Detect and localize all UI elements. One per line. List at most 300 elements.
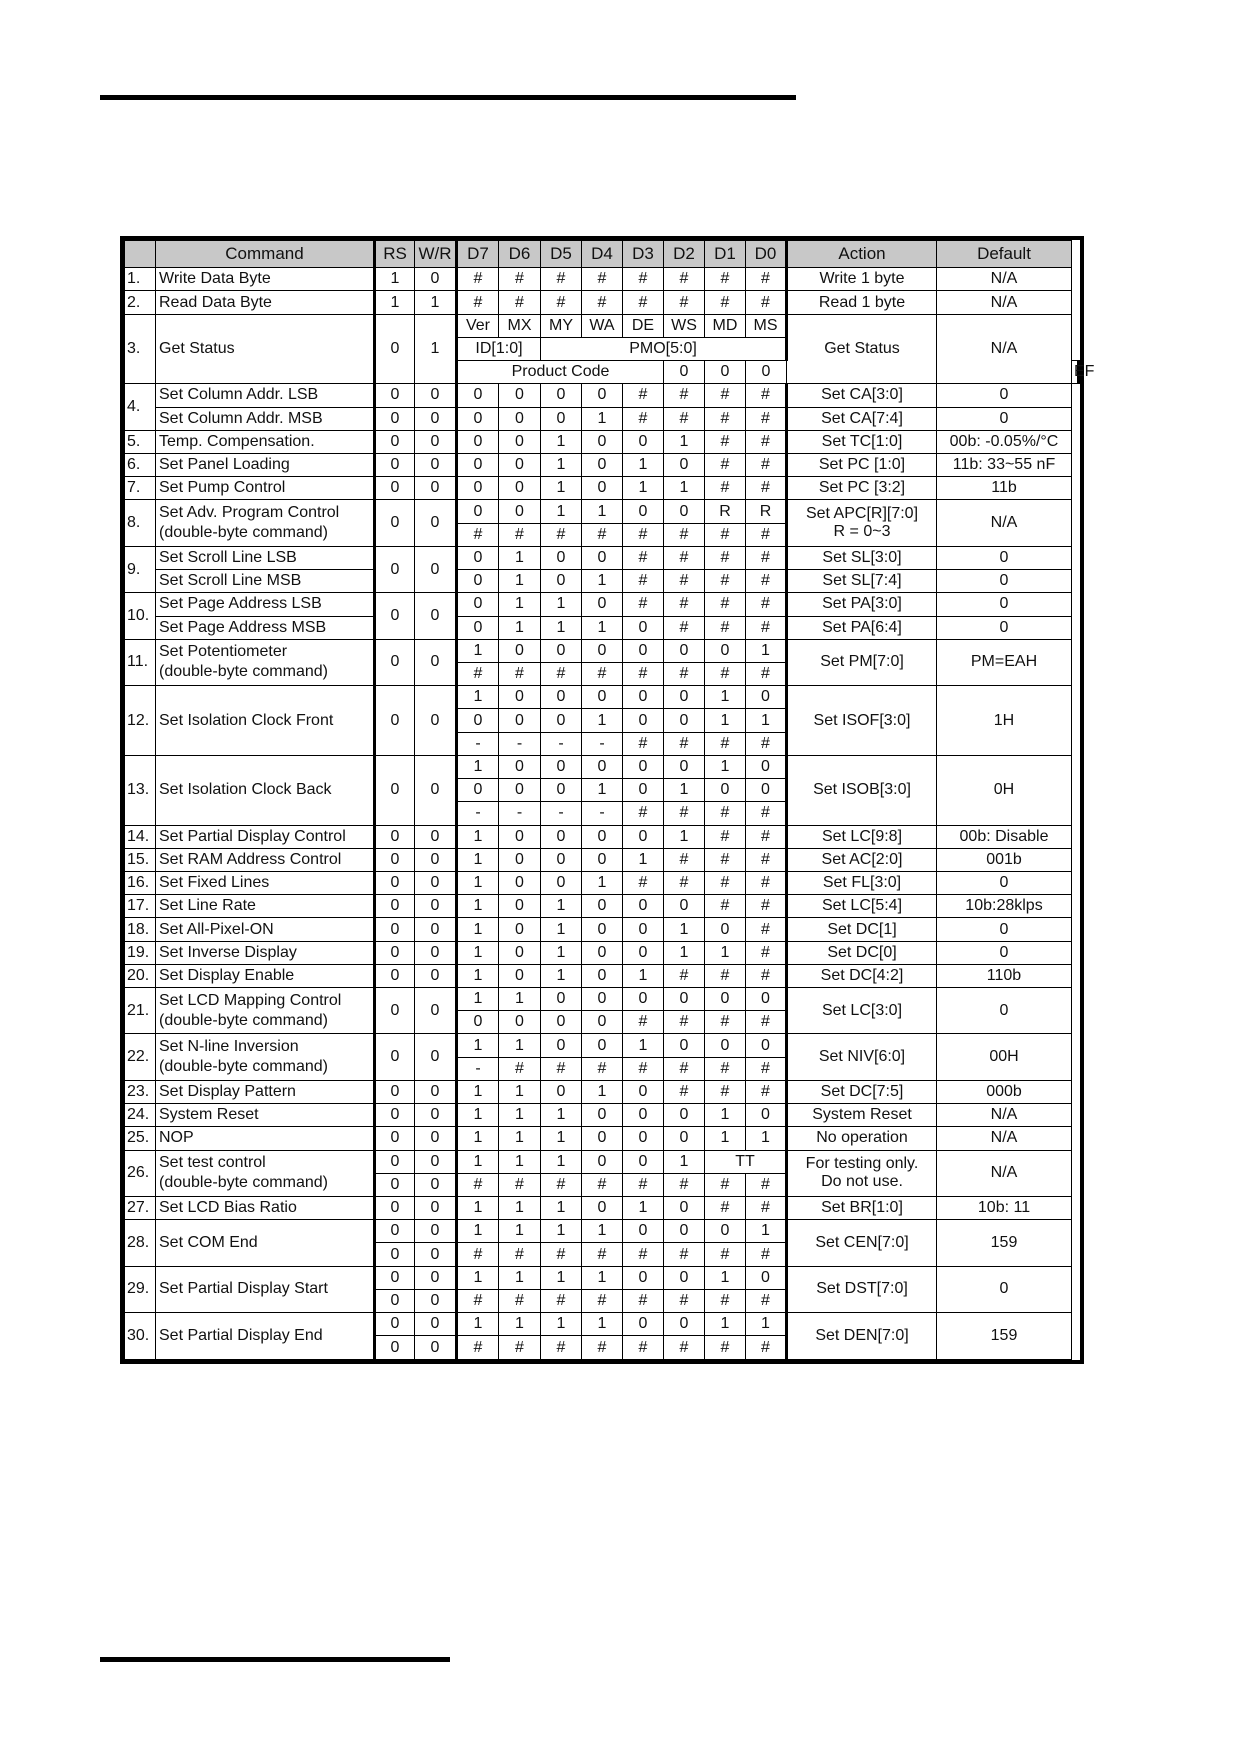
rs-value: 0 [375, 454, 415, 477]
bit-d4: # [582, 662, 623, 685]
row-number: 19. [125, 941, 156, 964]
rs-value: 0 [375, 871, 415, 894]
bit-d5: # [541, 662, 582, 685]
bit-d4: 0 [582, 964, 623, 987]
command-name-line1: Set N-line Inversion [159, 1038, 299, 1056]
row-number: 1. [125, 268, 156, 291]
bit-d7: 1 [457, 639, 499, 662]
bit-d0: 0 [746, 779, 787, 802]
bit-d3: # [623, 1011, 664, 1034]
bit-d4: 0 [582, 941, 623, 964]
bit-d0: # [746, 662, 787, 685]
table-row [125, 407, 1079, 430]
bit-d3: 1 [623, 477, 664, 500]
bit-d6: 1 [499, 988, 541, 1011]
bit-d5: - [541, 732, 582, 755]
bit-d6: # [499, 1057, 541, 1080]
wr-value: 0 [415, 755, 457, 825]
bit-d3: DE [623, 314, 664, 337]
command-name [156, 988, 375, 1034]
bit-d1: 0 [705, 1220, 746, 1243]
command-name: Set Column Addr. LSB [156, 384, 375, 407]
command-name: Set Partial Display Control [156, 825, 375, 848]
bit-d4: 1 [582, 616, 623, 639]
default-value: 00b: -0.05%/°C [937, 430, 1072, 453]
header-default: Default [937, 241, 1072, 268]
default-value: N/A [937, 291, 1072, 314]
bit-d0: # [746, 871, 787, 894]
bit-d4: 0 [582, 1197, 623, 1220]
bit-d7: 0 [457, 384, 499, 407]
row-number: 11. [125, 639, 156, 685]
default-value: 001b [937, 848, 1072, 871]
action-text: Set DC[1] [787, 918, 937, 941]
rs-value: 0 [375, 639, 415, 685]
row-number: 23. [125, 1080, 156, 1103]
wr-value: 0 [415, 430, 457, 453]
bit-d2: # [664, 871, 705, 894]
bit-d3: 0 [623, 779, 664, 802]
bit-d2: 0 [664, 639, 705, 662]
bit-d6: # [499, 1336, 541, 1360]
table-row [125, 291, 1079, 314]
default-value: N/A [937, 1104, 1072, 1127]
rs-value: 0 [375, 1336, 415, 1360]
bit-d4: 1 [582, 709, 623, 732]
bit-d5: 1 [541, 895, 582, 918]
rs-value: 0 [375, 314, 415, 384]
header-command: Command [156, 241, 375, 268]
bit-d1: # [705, 825, 746, 848]
action-text: Set DST[7:0] [787, 1266, 937, 1312]
bit-d0: # [746, 918, 787, 941]
bit-d5: 1 [541, 616, 582, 639]
action-text: Set LC[9:8] [787, 825, 937, 848]
action-text [787, 1150, 937, 1196]
default-value: N/A [937, 314, 1072, 384]
bit-d6: 0 [499, 848, 541, 871]
rs-value: 0 [375, 1289, 415, 1312]
bit-d1: 1 [705, 1313, 746, 1336]
bit-d6: 1 [499, 1266, 541, 1289]
table-row [125, 1266, 1079, 1289]
row-number: 24. [125, 1104, 156, 1127]
bit-d7: 1 [457, 1034, 499, 1057]
product-code-label: Product Code [457, 361, 664, 384]
bit-d2: 0 [664, 454, 705, 477]
command-name: Set Page Address MSB [156, 616, 375, 639]
bit-d0: # [746, 732, 787, 755]
default-value: 0 [937, 871, 1072, 894]
bit-d3: 0 [623, 1266, 664, 1289]
bit-d1: 1 [705, 709, 746, 732]
bit-d7: 1 [457, 1313, 499, 1336]
command-name: System Reset [156, 1104, 375, 1127]
status-bit: EF [1072, 361, 1079, 384]
bit-d5: # [541, 1289, 582, 1312]
rs-value: 0 [375, 1313, 415, 1336]
bit-d4: 0 [582, 430, 623, 453]
command-name-line1: Set Potentiometer [159, 643, 288, 661]
bit-d1: # [705, 1080, 746, 1103]
bit-d1: 1 [705, 1104, 746, 1127]
command-name-line2: (double-byte command) [159, 1058, 328, 1076]
bit-d2: 0 [664, 500, 705, 523]
action-text: Set PA[6:4] [787, 616, 937, 639]
wr-value: 0 [415, 546, 457, 592]
default-value: 0 [937, 407, 1072, 430]
table-row [125, 895, 1079, 918]
rs-value: 0 [375, 964, 415, 987]
bit-d3: 0 [623, 941, 664, 964]
rs-value: 0 [375, 593, 415, 639]
row-number: 22. [125, 1034, 156, 1080]
bit-d6: 1 [499, 593, 541, 616]
table-row [125, 639, 1079, 662]
bit-d6: 0 [499, 454, 541, 477]
action-text: Set AC[2:0] [787, 848, 937, 871]
bit-d7: # [457, 662, 499, 685]
bit-d1: R [705, 500, 746, 523]
wr-value: 0 [415, 1289, 457, 1312]
action-text: Set FL[3:0] [787, 871, 937, 894]
rs-value: 0 [375, 546, 415, 592]
bit-d5: 1 [541, 477, 582, 500]
default-value: 0 [937, 1266, 1072, 1312]
bit-d5: 1 [541, 1313, 582, 1336]
bit-d4: 0 [582, 825, 623, 848]
table-row [125, 500, 1079, 523]
bit-d4: 1 [582, 779, 623, 802]
header-d5: D5 [541, 241, 582, 268]
bit-d6: 0 [499, 755, 541, 778]
bit-d3: # [623, 802, 664, 825]
default-value: N/A [937, 1127, 1072, 1150]
wr-value: 0 [415, 384, 457, 407]
row-number: 28. [125, 1220, 156, 1266]
wr-value: 0 [415, 1197, 457, 1220]
bit-d1: # [705, 662, 746, 685]
table-row [125, 454, 1079, 477]
action-line2: R = 0~3 [833, 523, 891, 541]
bit-d1: # [705, 895, 746, 918]
action-text: Set SL[7:4] [787, 570, 937, 593]
action-text: Set DEN[7:0] [787, 1313, 937, 1360]
bit-d6: 1 [499, 616, 541, 639]
bit-d7: 0 [457, 570, 499, 593]
bit-d0: # [746, 1080, 787, 1103]
bit-d6: 1 [499, 570, 541, 593]
bit-d2: # [664, 407, 705, 430]
bit-d7: 0 [457, 477, 499, 500]
bit-d4: 0 [582, 848, 623, 871]
bit-d7: 0 [457, 454, 499, 477]
action-text: Set LC[5:4] [787, 895, 937, 918]
command-name: NOP [156, 1127, 375, 1150]
wr-value: 0 [415, 895, 457, 918]
bit-d3: 0 [623, 1150, 664, 1173]
bit-d6: 0 [499, 384, 541, 407]
bit-d4: 0 [582, 988, 623, 1011]
command-name: Set Fixed Lines [156, 871, 375, 894]
bit-d6: - [499, 732, 541, 755]
bit-d5: 0 [541, 825, 582, 848]
header-d0: D0 [746, 241, 787, 268]
command-name: Temp. Compensation. [156, 430, 375, 453]
wr-value: 0 [415, 500, 457, 546]
bit-d0: # [746, 1011, 787, 1034]
bit-d5: 0 [541, 779, 582, 802]
bit-d7: # [457, 1173, 499, 1196]
action-text: Set TC[1:0] [787, 430, 937, 453]
wr-value: 0 [415, 1034, 457, 1080]
action-text: Set PC [1:0] [787, 454, 937, 477]
command-name: Set LCD Bias Ratio [156, 1197, 375, 1220]
rs-value: 0 [375, 1243, 415, 1266]
bit-d7: # [457, 268, 499, 291]
bit-d5: 1 [541, 593, 582, 616]
table-row [125, 871, 1079, 894]
rs-value: 0 [375, 825, 415, 848]
bit-d5: 1 [541, 1127, 582, 1150]
action-text: Set PC [3:2] [787, 477, 937, 500]
row-number: 17. [125, 895, 156, 918]
bit-d2: 0 [664, 1266, 705, 1289]
bit-d3: 0 [623, 616, 664, 639]
row-number: 16. [125, 871, 156, 894]
bit-d7: Ver [457, 314, 499, 337]
bit-d2: # [664, 662, 705, 685]
bit-d1: 0 [705, 988, 746, 1011]
table-row [125, 1127, 1079, 1150]
table-row [125, 477, 1079, 500]
wr-value: 1 [415, 291, 457, 314]
bit-d1: # [705, 1336, 746, 1360]
command-name: Set Line Rate [156, 895, 375, 918]
bit-d0: 0 [746, 988, 787, 1011]
default-value: 00b: Disable [937, 825, 1072, 848]
id-label: ID[1:0] [457, 337, 541, 360]
command-name: Set Display Enable [156, 964, 375, 987]
bit-d2: # [664, 546, 705, 569]
bit-d5: 0 [541, 988, 582, 1011]
default-value: 0 [937, 570, 1072, 593]
table-row [125, 1104, 1079, 1127]
bit-d2: 0 [664, 755, 705, 778]
wr-value: 0 [415, 871, 457, 894]
table-row [125, 570, 1079, 593]
bit-d2: # [664, 1336, 705, 1360]
row-number: 4. [125, 384, 156, 430]
bit-d7: - [457, 1057, 499, 1080]
bit-d4: 0 [582, 918, 623, 941]
row-number: 14. [125, 825, 156, 848]
pmo-label: PMO[5:0] [541, 337, 787, 360]
default-value: 11b: 33~55 nF [937, 454, 1072, 477]
table-row [125, 616, 1079, 639]
bit-d7: 1 [457, 964, 499, 987]
bit-d4: 0 [582, 755, 623, 778]
command-name: Set Partial Display Start [156, 1266, 375, 1312]
bit-d2: 0 [664, 709, 705, 732]
default-value: 0 [937, 616, 1072, 639]
bit-d0: 0 [746, 1034, 787, 1057]
bit-d7: 1 [457, 1266, 499, 1289]
bit-d5: # [541, 1243, 582, 1266]
bit-d4: # [582, 1057, 623, 1080]
bit-d5: 1 [541, 964, 582, 987]
action-text: Set PM[7:0] [787, 639, 937, 685]
bit-d7: 1 [457, 1080, 499, 1103]
bit-d0: # [746, 1173, 787, 1196]
default-value: 11b [937, 477, 1072, 500]
bit-d2: 1 [664, 430, 705, 453]
command-name: Set Inverse Display [156, 941, 375, 964]
rs-value: 0 [375, 430, 415, 453]
wr-value: 0 [415, 1220, 457, 1243]
bit-d4: 0 [582, 546, 623, 569]
bit-d0: # [746, 291, 787, 314]
bit-d4: 1 [582, 500, 623, 523]
header-wr: W/R [415, 241, 457, 268]
table-row [125, 314, 1079, 337]
default-value: 000b [937, 1080, 1072, 1103]
default-value: N/A [937, 500, 1072, 546]
bit-d7: 0 [457, 779, 499, 802]
bit-d0: 0 [746, 1266, 787, 1289]
table-row [125, 546, 1079, 569]
command-name: Set Isolation Clock Front [156, 686, 375, 756]
bit-d6: 1 [499, 1034, 541, 1057]
bit-d3: 0 [623, 1313, 664, 1336]
bit-d3: 1 [623, 848, 664, 871]
bit-d3: 0 [623, 1220, 664, 1243]
bit-d3: 1 [623, 1034, 664, 1057]
bit-d6: 1 [499, 1080, 541, 1103]
bit-d0: # [746, 848, 787, 871]
bit-d2: # [664, 570, 705, 593]
bit-d3: # [623, 593, 664, 616]
bit-d7: - [457, 732, 499, 755]
bit-d1: # [705, 454, 746, 477]
bit-d7: # [457, 523, 499, 546]
bit-d2: 1 [664, 918, 705, 941]
bit-d2: # [664, 268, 705, 291]
command-name: Set Column Addr. MSB [156, 407, 375, 430]
bit-d7: # [457, 1336, 499, 1360]
bit-d1: # [705, 546, 746, 569]
bit-d3: # [623, 384, 664, 407]
bit-d7: # [457, 1289, 499, 1312]
bit-d4: # [582, 523, 623, 546]
bit-d5: 0 [541, 384, 582, 407]
rs-value: 0 [375, 1150, 415, 1173]
bit-d7: 1 [457, 1197, 499, 1220]
bit-d0: # [746, 384, 787, 407]
command-name: Set Display Pattern [156, 1080, 375, 1103]
bit-d1: # [705, 1289, 746, 1312]
command-name: Set All-Pixel-ON [156, 918, 375, 941]
row-number: 21. [125, 988, 156, 1034]
bit-d3: # [623, 1336, 664, 1360]
bit-d6: 0 [499, 895, 541, 918]
bit-d0: 0 [746, 1104, 787, 1127]
bit-d0: # [746, 570, 787, 593]
default-value: 00H [937, 1034, 1072, 1080]
bit-d1: # [705, 616, 746, 639]
bit-d6: # [499, 291, 541, 314]
bit-d4: 0 [582, 1034, 623, 1057]
rs-value: 0 [375, 686, 415, 756]
bit-d0: # [746, 1197, 787, 1220]
bit-d3: # [623, 1289, 664, 1312]
header-d1: D1 [705, 241, 746, 268]
bit-d1: 1 [705, 941, 746, 964]
bit-d3: # [623, 407, 664, 430]
wr-value: 0 [415, 1150, 457, 1173]
bit-d0: 1 [746, 709, 787, 732]
bit-d3: 0 [623, 1127, 664, 1150]
bit-d2: # [664, 1057, 705, 1080]
bit-d2: 0 [664, 686, 705, 709]
table-row [125, 918, 1079, 941]
bit-d2: 0 [664, 1197, 705, 1220]
header-d2: D2 [664, 241, 705, 268]
bit-d3: 0 [623, 686, 664, 709]
rs-value: 0 [375, 941, 415, 964]
row-number: 29. [125, 1266, 156, 1312]
bit-d4: 0 [582, 1011, 623, 1034]
bit-d1: # [705, 268, 746, 291]
command-name-line2: (double-byte command) [159, 663, 328, 681]
bit-d4: 1 [582, 871, 623, 894]
bit-d0: # [746, 825, 787, 848]
row-number: 26. [125, 1150, 156, 1196]
default-value: 0 [937, 546, 1072, 569]
bit-d2: 1 [664, 1150, 705, 1173]
command-name: Set Panel Loading [156, 454, 375, 477]
wr-value: 0 [415, 848, 457, 871]
wr-value: 0 [415, 988, 457, 1034]
action-text: Set ISOB[3:0] [787, 755, 937, 825]
row-number: 15. [125, 848, 156, 871]
bit-d6: 0 [499, 430, 541, 453]
wr-value: 0 [415, 964, 457, 987]
bit-d7: 1 [457, 988, 499, 1011]
command-name: Set Partial Display End [156, 1313, 375, 1360]
bit-d4: 0 [582, 1150, 623, 1173]
bit-d3: 1 [623, 964, 664, 987]
bit-d5: 1 [541, 1220, 582, 1243]
action-text: No operation [787, 1127, 937, 1150]
command-name-line1: Set test control [159, 1154, 266, 1172]
bit-d6: 1 [499, 1220, 541, 1243]
bit-d0: # [746, 802, 787, 825]
bit-d0: 0 [746, 755, 787, 778]
bit-d4: 0 [582, 454, 623, 477]
bit-d7: 1 [457, 1220, 499, 1243]
action-text: Set DC[7:5] [787, 1080, 937, 1103]
wr-value: 0 [415, 1266, 457, 1289]
table-row [125, 1313, 1079, 1336]
bit-d7: 0 [457, 709, 499, 732]
bit-d0: # [746, 895, 787, 918]
action-text: Set SL[3:0] [787, 546, 937, 569]
bit-d3: # [623, 732, 664, 755]
bit-d7: 1 [457, 895, 499, 918]
table-row [125, 1197, 1079, 1220]
bit-d7: - [457, 802, 499, 825]
